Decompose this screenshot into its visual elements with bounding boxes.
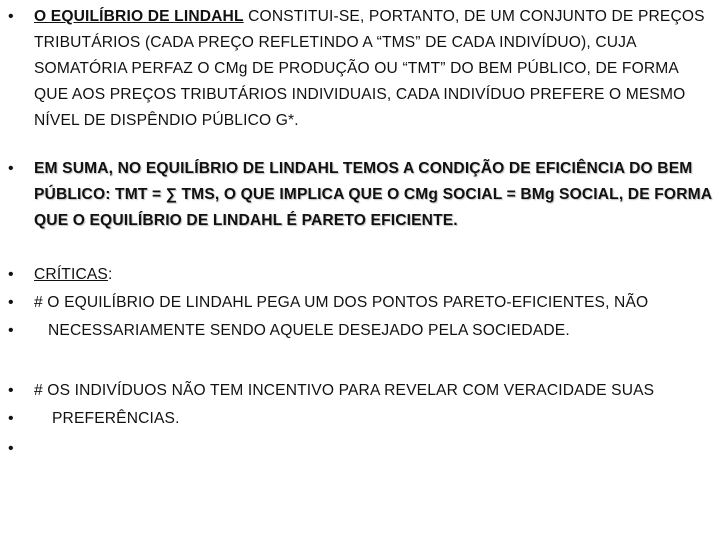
bullet-body: # OS INDIVÍDUOS NÃO TEM INCENTIVO PARA REVELAR COM VERACIDADE SUAS — [34, 382, 655, 399]
bullet-item-summary — [6, 156, 714, 234]
bullet-item-criticas — [6, 262, 714, 288]
bullet-body: : — [107, 266, 113, 283]
bullet-marker: • — [8, 266, 14, 283]
bullet-body: NECESSARIAMENTE SENDO AQUELE DESEJADO PELA SOCIEDADE. — [48, 322, 570, 339]
bullet-body: # O EQUILÍBRIO DE LINDAHL PEGA UM DOS PONTOS PARETO-EFICIENTES, NÃO — [34, 294, 649, 311]
bullet-item-critique-1 — [6, 290, 714, 316]
bullet-marker: • — [8, 440, 14, 457]
bullet-marker: • — [8, 382, 14, 399]
bullet-item-critique-1-cont — [6, 318, 714, 344]
bullet-body: PREFERÊNCIAS. — [52, 410, 180, 427]
bullet-item-critique-2-cont — [6, 406, 714, 432]
bullet-marker: • — [8, 322, 14, 339]
bullet-marker: • — [8, 160, 14, 177]
bullet-item-empty — [6, 436, 714, 462]
bullet-text — [34, 4, 714, 134]
bullet-body: CONSTITUI-SE, PORTANTO, DE UM CONJUNTO DE PREÇOS TRIBUTÁRIOS (CADA PREÇO REFLETINDO A “TMS” DE CADA INDIVÍDUO), CUJA SOMATÓRIA PERFAZ O CMg DE PRODUÇÃO OU “TMT” DO BEM PÚBLICO, DE FORMA QUE AOS PREÇOS TRIBUTÁRIOS INDIVIDUAIS, CADA INDIVÍDUO PREFERE O MESMO NÍVEL DE DISPÊNDIO PÚBLICO G*. — [34, 8, 705, 129]
bullet-marker: • — [8, 410, 14, 427]
underlined-lead: O EQUILÍBRIO DE LINDAHL — [34, 8, 244, 25]
bullet-body-bold: EM SUMA, NO EQUILÍBRIO DE LINDAHL TEMOS A CONDIÇÃO DE EFICIÊNCIA DO BEM PÚBLICO: TMT = ∑ TMS, O QUE IMPLICA QUE O CMg SOCIAL = BMg SOCIAL, DE FORMA QUE O EQUILÍBRIO DE LINDAHL É PARETO EFICIENTE. — [34, 160, 712, 229]
bullet-item-critique-2 — [6, 378, 714, 404]
bullet-marker: • — [8, 8, 14, 25]
underlined-lead: CRÍTICAS — [34, 266, 108, 283]
bullet-item-lindahl-definition — [6, 4, 714, 134]
bullet-text — [34, 262, 714, 288]
bullet-marker: • — [8, 294, 14, 311]
